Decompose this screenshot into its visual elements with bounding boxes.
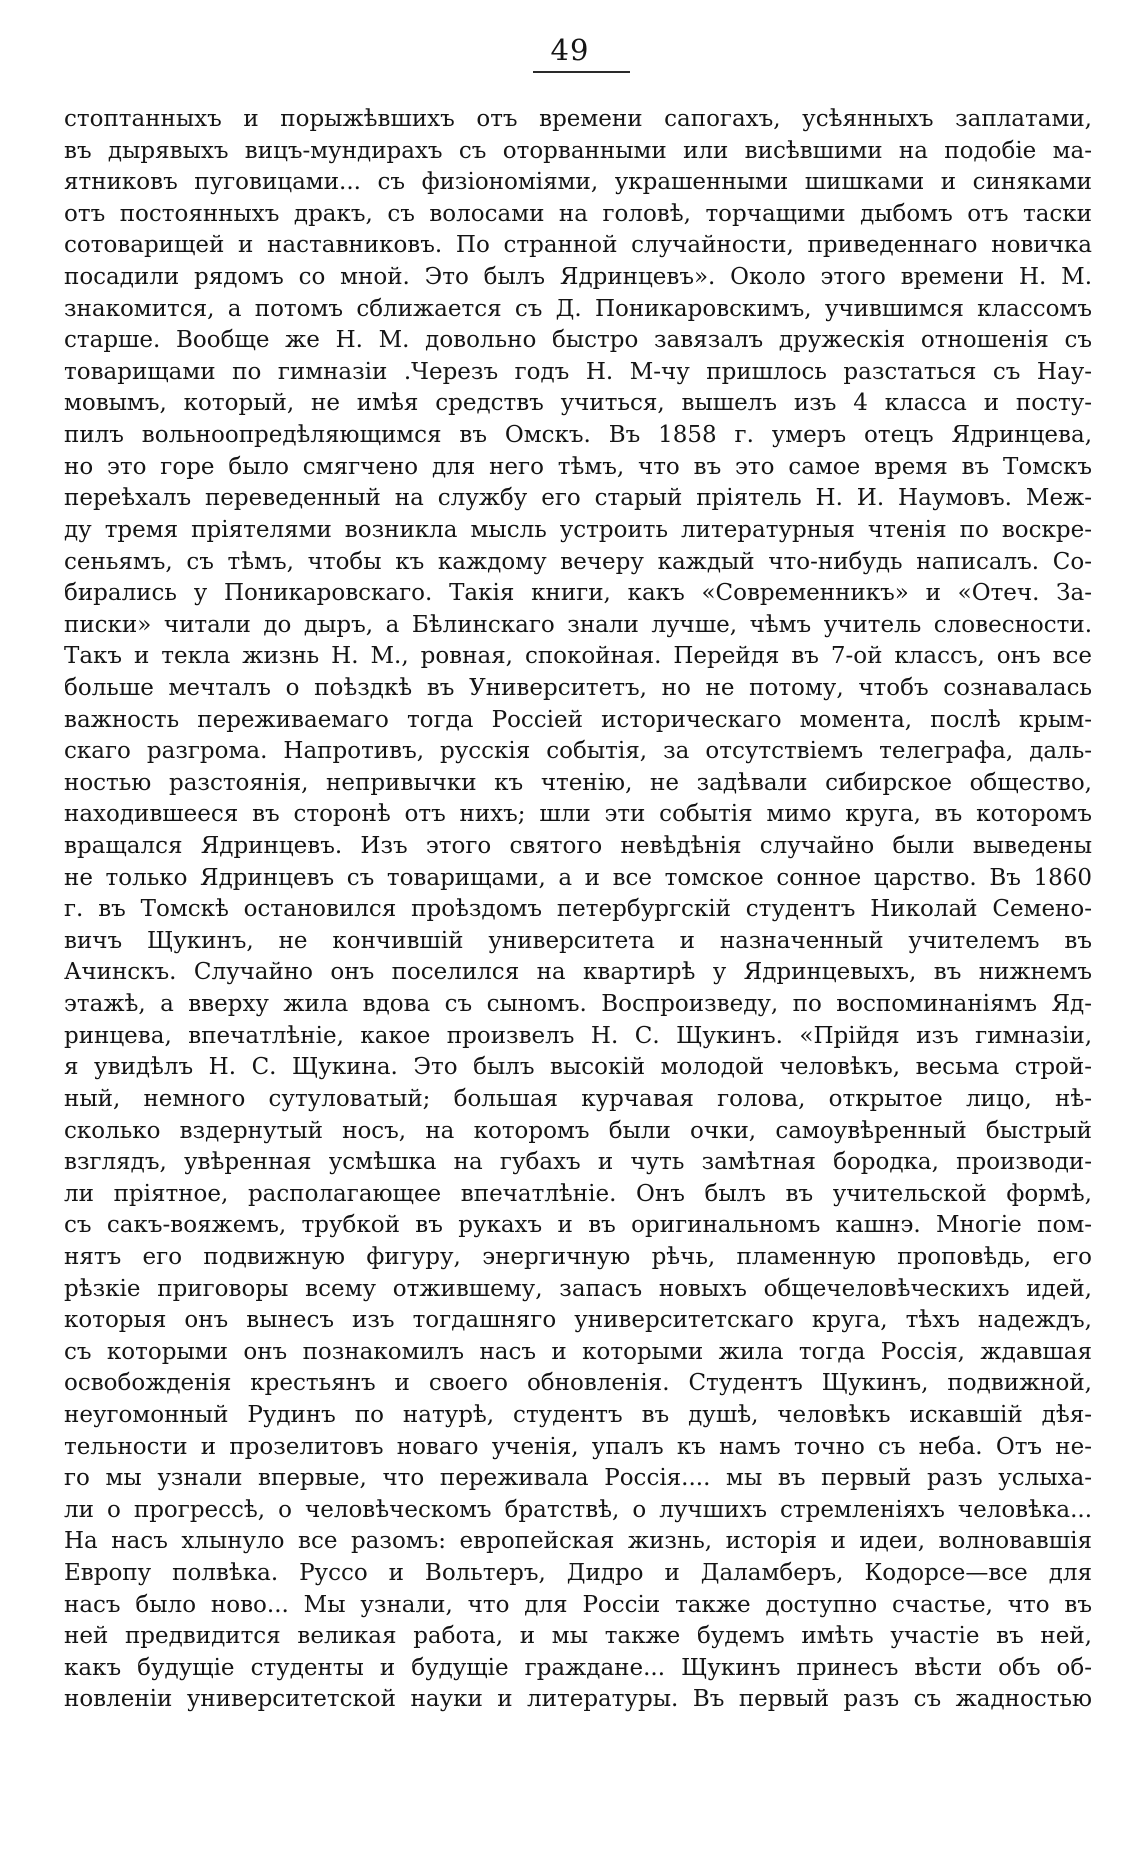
text-line: ней предвидится великая работа, и мы также будемъ имѣть участіе въ ней,	[64, 1623, 1092, 1650]
body-text	[64, 104, 1092, 1716]
text-line: вращался Ядринцевъ. Изъ этого святого невѣдѣнія случайно были выведены	[64, 833, 1092, 860]
text-line: товарищами по гимназіи .Черезъ годъ Н. М-чу пришлось разстаться съ Нау-	[64, 358, 1092, 385]
text-line: ли пріятное, располагающее впечатлѣніе. Онъ былъ въ учительской формѣ,	[64, 1180, 1092, 1207]
text-line: сотоварищей и наставниковъ. По странной случайности, приведеннаго новичка	[64, 232, 1092, 259]
text-line: новленіи университетской науки и литературы. Въ первый разъ съ жадностью	[64, 1686, 1092, 1713]
text-line: знакомится, а потомъ сближается съ Д. Поникаровскимъ, учившимся классомъ	[64, 295, 1092, 322]
text-line: которыя онъ вынесъ изъ тогдашняго университетскаго круга, тѣхъ надеждъ,	[64, 1307, 1092, 1334]
text-line: больше мечталъ о поѣздкѣ въ Университетъ, но не потому, чтобъ сознавалась	[64, 674, 1092, 701]
text-line: сколько вздернутый носъ, на которомъ были очки, самоувѣренный быстрый	[64, 1117, 1092, 1144]
text-line: На насъ хлынуло все разомъ: европейская жизнь, исторія и идеи, волновавшія	[64, 1528, 1092, 1555]
text-line: освобожденія крестьянъ и своего обновленія. Студентъ Щукинъ, подвижной,	[64, 1370, 1092, 1397]
text-line: Такъ и текла жизнь Н. М., ровная, спокойная. Перейдя въ 7-ой классъ, онъ все	[64, 643, 1092, 670]
text-line: пилъ вольноопредѣляющимся въ Омскъ. Въ 1858 г. умеръ отецъ Ядринцева,	[64, 422, 1092, 449]
text-line: Европу полвѣка. Руссо и Вольтеръ, Дидро и Даламберъ, Кодорсе—все для	[64, 1560, 1092, 1587]
text-line: въ дырявыхъ вицъ-мундирахъ съ оторванными или висѣвшими на подобіе ма-	[64, 137, 1092, 164]
text-line: писки» читали до дыръ, а Бѣлинскаго знали лучше, чѣмъ учитель словесности.	[64, 611, 1092, 638]
text-line: взглядъ, увѣренная усмѣшка на губахъ и чуть замѣтная бородка, производи-	[64, 1149, 1092, 1176]
text-line: вичъ Щукинъ, не кончившій университета и назначенный учителемъ въ	[64, 927, 1092, 954]
text-line: какъ будущіе студенты и будущіе граждане... Щукинъ принесъ вѣсти объ об-	[64, 1654, 1092, 1681]
page-number-rule	[533, 71, 630, 73]
text-line: ринцева, впечатлѣніе, какое произвелъ Н. С. Щукинъ. «Прійдя изъ гимназіи,	[64, 1022, 1092, 1049]
text-line: я увидѣлъ Н. С. Щукина. Это былъ высокій молодой человѣкъ, весьма строй-	[64, 1054, 1092, 1081]
text-line: этажѣ, а вверху жила вдова съ сыномъ. Воспроизведу, по воспоминаніямъ Яд-	[64, 991, 1092, 1018]
text-line: го мы узнали впервые, что переживала Россія.... мы въ первый разъ услыха-	[64, 1465, 1092, 1492]
text-line: но это горе было смягчено для него тѣмъ, что въ это самое время въ Томскъ	[64, 453, 1092, 480]
text-line: нятъ его подвижную фигуру, энергичную рѣчь, пламенную проповѣдь, его	[64, 1243, 1092, 1270]
text-line: бирались у Поникаровскаго. Такія книги, какъ «Современникъ» и «Отеч. За-	[64, 580, 1092, 607]
text-line: отъ постоянныхъ дракъ, съ волосами на головѣ, торчащими дыбомъ отъ таски	[64, 200, 1092, 227]
page-number: 49	[550, 33, 590, 67]
text-line: старше. Вообще же Н. М. довольно быстро завязалъ дружескія отношенія съ	[64, 327, 1092, 354]
text-line: ду тремя пріятелями возникла мысль устроить литературныя чтенія по воскре-	[64, 516, 1092, 543]
text-line: съ сакъ-вояжемъ, трубкой въ рукахъ и въ оригинальномъ кашнэ. Многіе пом-	[64, 1212, 1092, 1239]
text-line: ятниковъ пуговицами... съ физіономіями, украшенными шишками и синяками	[64, 169, 1092, 196]
text-line: ный, немного сутуловатый; большая курчавая голова, открытое лицо, нѣ-	[64, 1085, 1092, 1112]
text-line: находившееся въ сторонѣ отъ нихъ; шли эти событія мимо круга, въ которомъ	[64, 801, 1092, 828]
text-line: ли о прогрессѣ, о человѣческомъ братствѣ, о лучшихъ стремленіяхъ человѣка...	[64, 1496, 1092, 1523]
text-line: сеньямъ, съ тѣмъ, чтобы къ каждому вечеру каждый что-нибудь написалъ. Со-	[64, 548, 1092, 575]
text-line: г. въ Томскѣ остановился проѣздомъ петербургскій студентъ Николай Семено-	[64, 896, 1092, 923]
text-line: не только Ядринцевъ съ товарищами, а и все томское сонное царство. Въ 1860	[64, 864, 1092, 891]
text-line: Ачинскъ. Случайно онъ поселился на квартирѣ у Ядринцевыхъ, въ нижнемъ	[64, 959, 1092, 986]
text-line: скаго разгрома. Напротивъ, русскія событія, за отсутствіемъ телеграфа, даль-	[64, 738, 1092, 765]
text-line: рѣзкіе приговоры всему отжившему, запасъ новыхъ общечеловѣческихъ идей,	[64, 1275, 1092, 1302]
text-line: мовымъ, который, не имѣя средствъ учиться, вышелъ изъ 4 класса и посту-	[64, 390, 1092, 417]
text-line: насъ было ново... Мы узнали, что для Россіи также доступно счастье, что въ	[64, 1591, 1092, 1618]
text-line: переѣхалъ переведенный на службу его старый пріятель Н. И. Наумовъ. Меж-	[64, 485, 1092, 512]
text-line: неугомонный Рудинъ по натурѣ, студентъ въ душѣ, человѣкъ искавшій дѣя-	[64, 1401, 1092, 1428]
text-line: съ которыми онъ познакомилъ насъ и которыми жила тогда Россія, ждавшая	[64, 1338, 1092, 1365]
text-line: ностью разстоянія, непривычки къ чтенію, не задѣвали сибирское общество,	[64, 769, 1092, 796]
text-line: важность переживаемаго тогда Россіей историческаго момента, послѣ крым-	[64, 706, 1092, 733]
text-line: посадили рядомъ со мной. Это былъ Ядринцевъ». Около этого времени Н. М.	[64, 264, 1092, 291]
text-line: стоптанныхъ и порыжѣвшихъ отъ времени сапогахъ, усѣянныхъ заплатами,	[64, 106, 1092, 132]
text-line: тельности и прозелитовъ новаго ученія, упалъ къ намъ точно съ неба. Отъ не-	[64, 1433, 1092, 1460]
